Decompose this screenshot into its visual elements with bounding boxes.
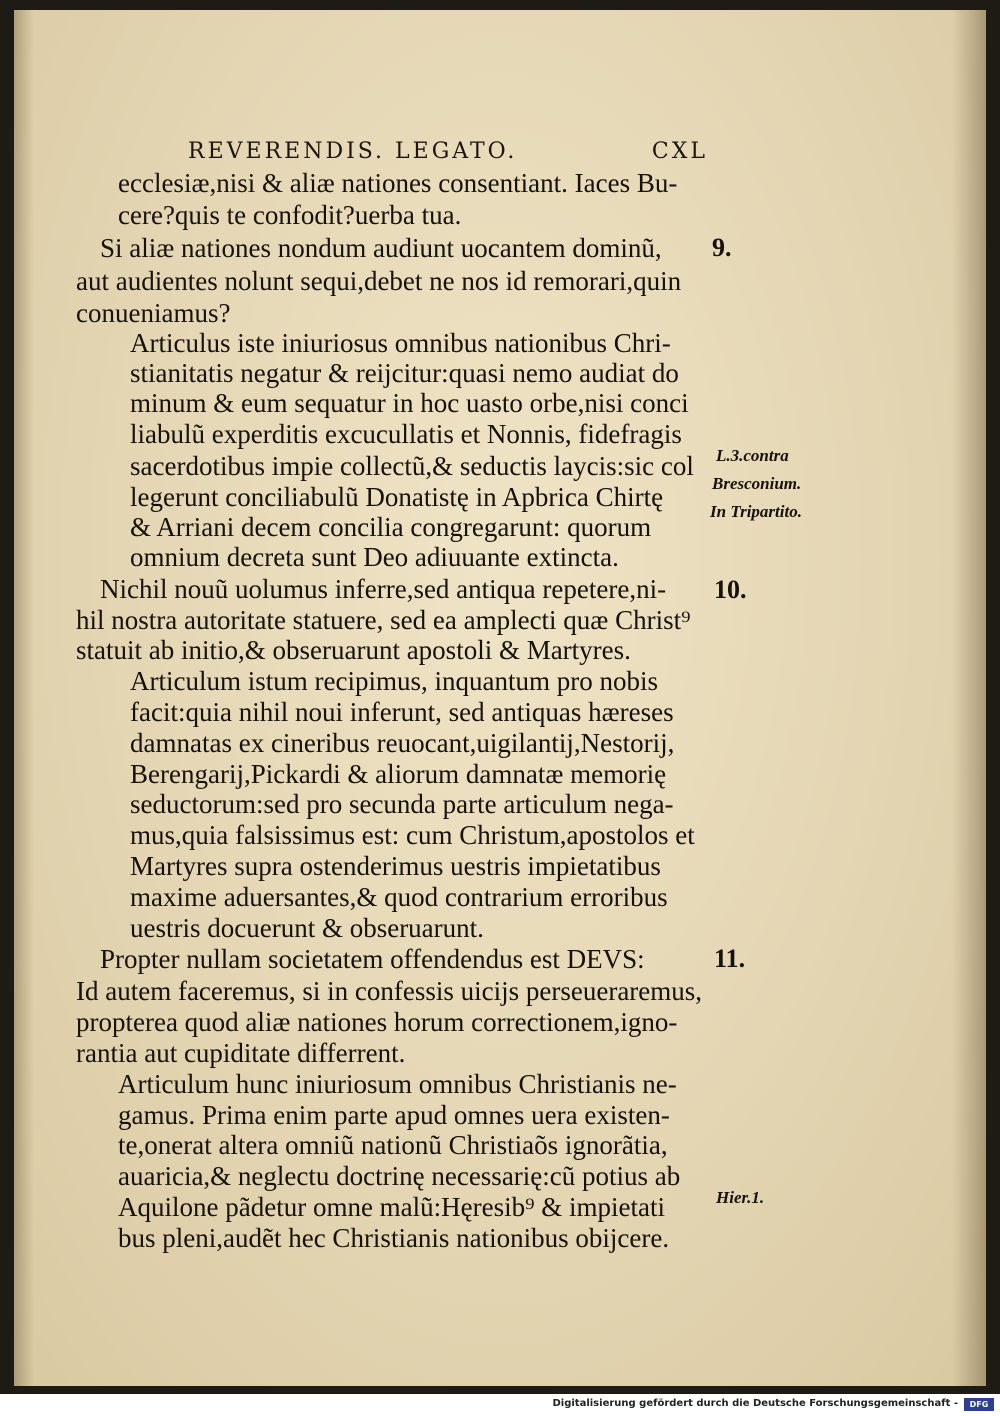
- text-line: Propter nullam societatem offendendus est DEVS:: [100, 944, 645, 974]
- marginal-note: L.3.contra: [716, 446, 789, 465]
- text-line: seductorum:sed pro secunda parte articulum nega-: [130, 789, 674, 819]
- text-line: omnium decreta sunt Deo adiuuante extincta.: [130, 542, 619, 572]
- marginal-note: Hier.1.: [716, 1188, 765, 1207]
- running-head: [188, 139, 708, 169]
- marginal-note: Bresconium.: [712, 474, 802, 493]
- text-line: Articulus iste iniuriosus omnibus nationibus Chri-: [130, 328, 671, 358]
- funding-notice: Digitalisierung gefördert durch die Deutsche Forschungsgemeinschaft -: [552, 1398, 958, 1409]
- text-line: & Arriani decem concilia congregarunt: quorum: [130, 512, 652, 542]
- text-line: cere?quis te confodit?uerba tua.: [118, 200, 462, 230]
- text-line: aut audientes nolunt sequi,debet ne nos id remorari,quin: [76, 266, 682, 296]
- text-line: hil nostra autoritate statuere, sed ea amplecti quæ Christ⁹: [76, 605, 691, 635]
- text-line: mus,quia falsissimus est: cum Christum,apostolos et: [130, 820, 695, 850]
- article-number: 9.: [712, 233, 732, 262]
- text-line: bus pleni,audẽt hec Christianis nationibus obijcere.: [118, 1223, 670, 1253]
- article-number: 10.: [714, 575, 747, 604]
- text-line: Berengarij,Pickardi & aliorum damnatæ memorię: [130, 759, 667, 789]
- marginal-note: In Tripartito.: [710, 502, 802, 521]
- text-line: Nichil nouũ uolumus inferre,sed antiqua repetere,ni-: [100, 574, 667, 604]
- text-line: rantia aut cupiditate differrent.: [76, 1038, 406, 1068]
- text-line: uestris docuerunt & obseruarunt.: [130, 913, 484, 943]
- folio-number: CXL: [651, 139, 708, 164]
- text-line: liabulũ experditis excucullatis et Nonnis, fidefragis: [130, 419, 682, 449]
- article-number: 11.: [714, 944, 746, 973]
- text-line: Si aliæ nationes nondum audiunt uocantem dominũ,: [100, 233, 662, 263]
- text-line: maxime aduersantes,& quod contrarium erroribus: [130, 882, 668, 912]
- text-line: Aquilone pãdetur omne malũ:Hęresib⁹ & impietati: [118, 1192, 666, 1222]
- text-line: statuit ab initio,& obseruarunt apostoli & Martyres.: [76, 635, 631, 665]
- text-line: Martyres supra ostenderimus uestris impietatibus: [130, 851, 661, 881]
- text-line: Articulum istum recipimus, inquantum pro nobis: [130, 666, 658, 696]
- text-line: te,onerat altera omniũ nationũ Christiaõs ignorãtia,: [118, 1130, 668, 1160]
- text-line: stianitatis negatur & reijcitur:quasi nemo audiat do: [130, 358, 679, 388]
- text-line: minum & eum sequatur in hoc uasto orbe,nisi conci: [130, 388, 689, 418]
- dfg-logo: DFG: [964, 1398, 994, 1411]
- text-line: propterea quod aliæ nationes horum correctionem,igno-: [76, 1007, 678, 1037]
- text-line: facit:quia nihil noui inferunt, sed antiquas hæreses: [130, 697, 674, 727]
- digitization-footer: [0, 1394, 1000, 1416]
- text-line: conueniamus?: [76, 298, 231, 328]
- text-line: auaricia,& neglectu doctrinę necessarię:cũ potius ab: [118, 1161, 681, 1191]
- text-line: Articulum hunc iniuriosum omnibus Christianis ne-: [118, 1069, 677, 1099]
- text-line: ecclesiæ,nisi & aliæ nationes consentiant. Iaces Bu-: [118, 168, 678, 198]
- running-head-title: REVERENDIS. LEGATO.: [188, 139, 518, 164]
- text-line: legerunt conciliabulũ Donatistę in Apbrica Chirtę: [130, 482, 664, 512]
- text-line: damnatas ex cineribus reuocant,uigilantij,Nestorij,: [130, 728, 675, 758]
- text-line: Id autem faceremus, si in confessis uicijs perseueraremus,: [76, 976, 703, 1006]
- text-line: sacerdotibus impie collectũ,& seductis laycis:sic col: [130, 451, 694, 481]
- text-line: gamus. Prima enim parte apud omnes uera existen-: [118, 1100, 670, 1130]
